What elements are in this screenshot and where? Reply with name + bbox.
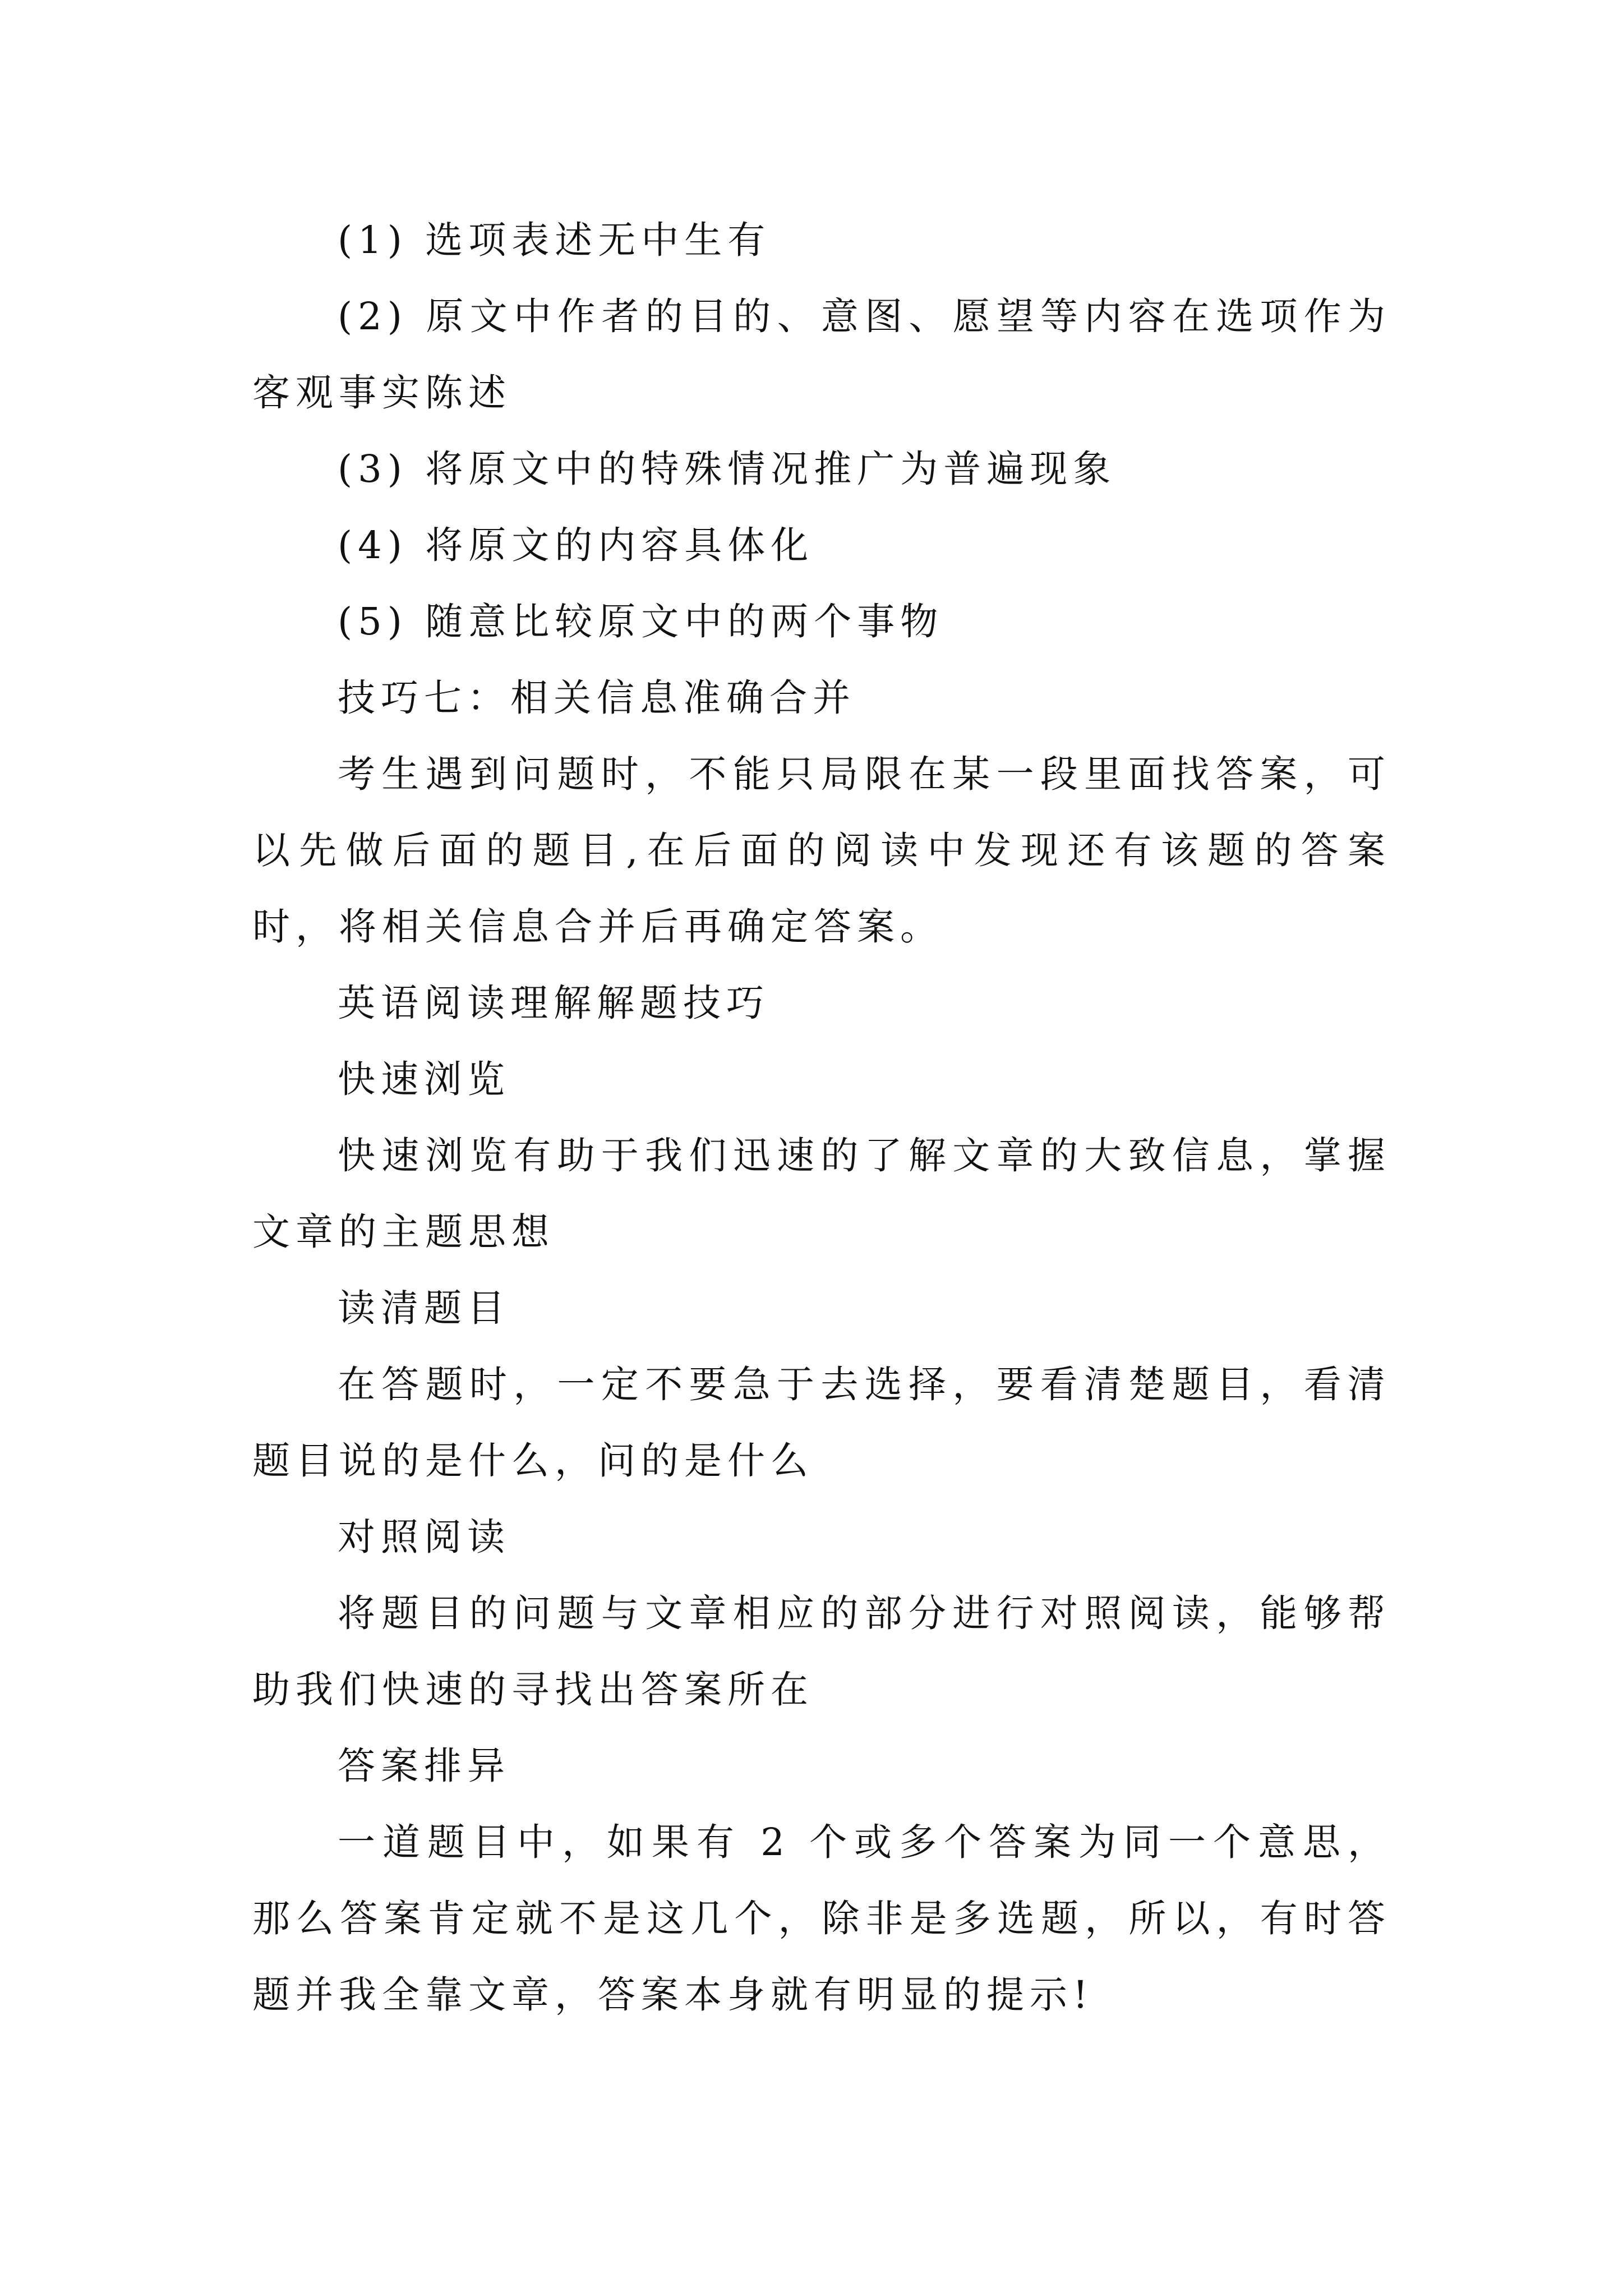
list-item-3: (3) 将原文中的特殊情况推广为普遍现象 (338, 447, 1117, 491)
section-heading-tip-7: 技巧七：相关信息准确合并 (338, 676, 856, 720)
paragraph-tip-7: 考生遇到问题时，不能只局限在某一段里面找答案，可以先做后面的题目,在后面的阅读中发现还有该题的答案时，将相关信息合并后再确定答案。 (252, 752, 1391, 949)
list-item-5: (5) 随意比较原文中的两个事物 (338, 600, 944, 643)
paragraph-quick-browse: 快速浏览有助于我们迅速的了解文章的大致信息，掌握文章的主题思想 (252, 1134, 1391, 1254)
document-body (252, 202, 1391, 2033)
paragraph-answer-elimination: 一道题目中，如果有 2 个或多个答案为同一个意思，那么答案肯定就不是这几个，除非是多选题，所以，有时答题并我全靠文章，答案本身就有明显的提示! (252, 1820, 1391, 2017)
list-item-2: (2) 原文中作者的目的、意图、愿望等内容在选项作为客观事实陈述 (252, 295, 1391, 415)
list-item-4: (4) 将原文的内容具体化 (338, 523, 814, 567)
subheading-read-questions: 读清题目 (338, 1286, 510, 1330)
section-heading-english-reading: 英语阅读理解解题技巧 (338, 981, 769, 1025)
subheading-answer-elimination: 答案排异 (338, 1744, 510, 1788)
subheading-compare-reading: 对照阅读 (338, 1515, 510, 1559)
paragraph-compare-reading: 将题目的问题与文章相应的部分进行对照阅读，能够帮助我们快速的寻找出答案所在 (252, 1591, 1391, 1711)
list-item-1: (1) 选项表述无中生有 (338, 218, 771, 262)
subheading-quick-browse: 快速浏览 (338, 1057, 510, 1101)
paragraph-read-questions: 在答题时，一定不要急于去选择，要看清楚题目，看清题目说的是什么，问的是什么 (252, 1363, 1391, 1483)
